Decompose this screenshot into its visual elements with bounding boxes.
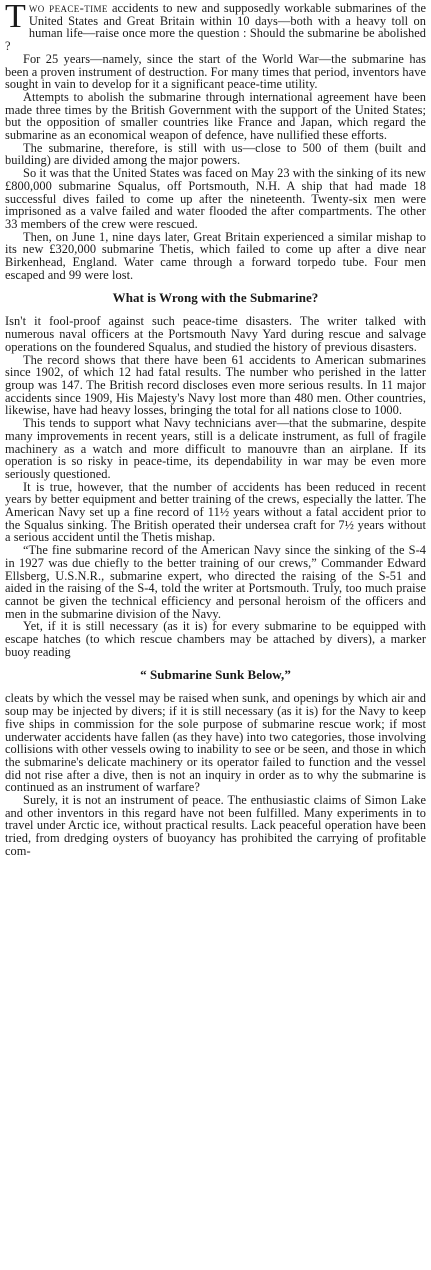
paragraph: cleats by which the vessel may be raised when sunk, and openings by which air and soup may be injected by divers; if it is still necessary (as it is) for the Navy to keep five ships in commission for the sole purpose of submarine rescue work; if most underwater accidents have fallen (as they have) into two categories, those involving collisions with other vessels owing to inability to see or be seen, and those in which the submarine's delicate machinery or its operator failed to function and the vessel did not rise after a dive, then is not an inquiry in order as to why the submarine is continued as an instrument of warfare? xyxy=(5,691,426,795)
lead-smallcaps: wo peace-time xyxy=(28,1,108,15)
lead-text: accidents to new and supposedly workable submarines of the United States and Great Britain within 10 days—both with a heavy toll on human life—raise once more the question : Should the submarine be abolished ? xyxy=(5,1,426,54)
paragraph: So it was that the United States was faced on May 23 with the sinking of its new £800,000 submarine Squalus, off Portsmouth, N.H. A ship that had made 18 successful dives failed to come up after the nineteenth. Twenty-six men were imprisoned as a valve failed and water flooded the after compartments. The other 33 members of the crew were rescued. xyxy=(5,166,426,231)
paragraph: The record shows that there have been 61 accidents to American submarines since 1902, of which 12 had fatal results. The number who perished in the latter group was 147. The British record discloses even more serious results. In 11 major accidents since 1909, His Majesty's Navy lost more than 480 men. Other countries, likewise, have had heavy losses, bringing the total for all nations close to 1000. xyxy=(5,352,426,418)
section-heading-sunk: “ Submarine Sunk Below,” xyxy=(140,667,291,683)
paragraph: This tends to support what Navy technicians aver—that the submarine, despite many improvements in recent years, still is a delicate instrument, as full of fragile machinery as a watch and more difficult to manouvre than an airplane. If its operation is so risky in peace-time, its dependability in war may be even more seriously questioned. xyxy=(5,416,426,481)
section-opening xyxy=(5,53,426,282)
paragraph: “The fine submarine record of the American Navy since the sinking of the S-4 in 1927 was due chiefly to the better training of our crews,” Commander Edward Ellsberg, U.S.N.R., submarine expert, who directed the raising of the S-51 and aided in the raising of the S-4, told the writer at Portsmouth. Truly, too much praise cannot be given the technical efficiency and personal heroism of the officers and men in the submarine division of the Navy. xyxy=(5,543,426,621)
section-heading-wrong: What is Wrong with the Submarine? xyxy=(112,290,319,306)
paragraph: Yet, if it is still necessary (as it is) for every submarine to be equipped with escape hatches (to which rescue chambers may be attached by divers), a marker buoy reading xyxy=(5,619,426,659)
paragraph: Isn't it fool-proof against such peace-time disasters. The writer talked with numerous naval officers at the Portsmouth Navy Yard during rescue and salvage operations on the foundered Squalus, and studied the history of previous disasters. xyxy=(5,314,426,354)
section-sunk xyxy=(5,794,426,858)
paragraph: Attempts to abolish the submarine through international agreement have been made three times by the British Government with the support of the United States; but the opposition of smaller countries like France and Japan, which regard the submarine as an economical weapon of defence, have nullified these efforts. xyxy=(5,89,426,143)
paragraph: For 25 years—namely, since the start of the World War—the submarine has been a proven instrument of destruction. For many times that period, inventors have sought in vain to develop for it a significant peace-time utility. xyxy=(5,51,426,92)
section-wrong xyxy=(5,354,426,659)
paragraph: It is true, however, that the number of accidents has been reduced in recent years by better equipment and better training of the crews, especially the latter. The American Navy set up a fine record of 11½ years without a fatal accident prior to the Squalus sinking. The British operated their undersea craft for 7½ years without a serious accident until the Thetis mishap. xyxy=(5,479,426,545)
drop-cap: T xyxy=(5,0,26,35)
paragraph: Surely, it is not an instrument of peace. The enthusiastic claims of Simon Lake and other inventors in this regard have not been fulfilled. Many experiments in to travel under Arctic ice, without practical results. Lack peaceful operation have been tried, from dredging oysters of buoyancy has prohibited the carrying of profitable com- xyxy=(5,793,426,858)
paragraph: Then, on June 1, nine days later, Great Britain experienced a similar mishap to its new £320,000 submarine Thetis, which failed to come up after a dive near Birkenhead, England. Water came through a forward torpedo tube. Four men escaped and 99 were lost. xyxy=(5,229,426,282)
lead-paragraph xyxy=(5,2,426,53)
paragraph: The submarine, therefore, is still with us—close to 500 of them (built and building) are divided among the major powers. xyxy=(5,140,426,168)
